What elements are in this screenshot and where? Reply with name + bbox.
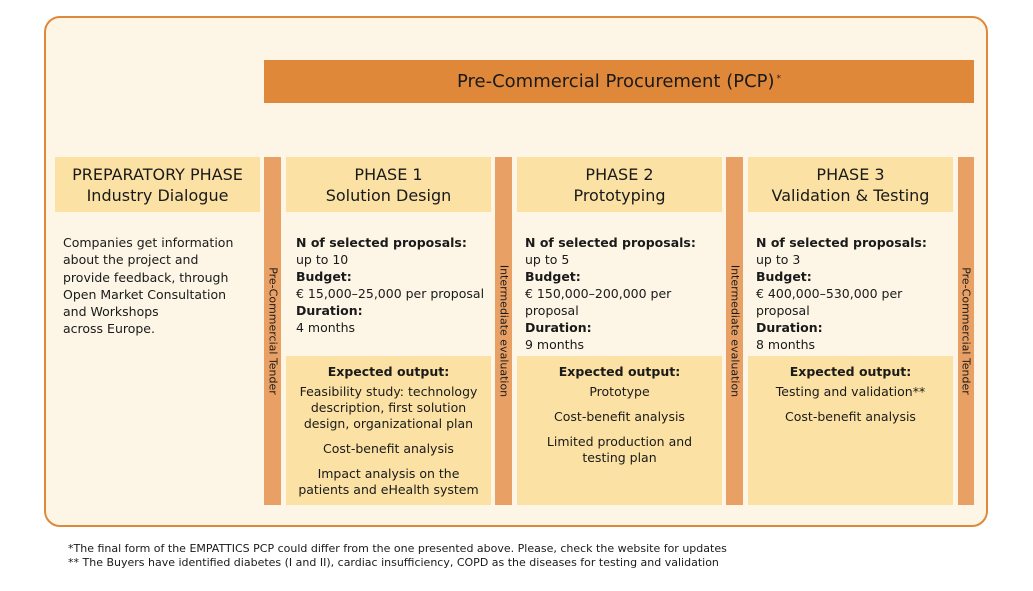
budget-value: € 15,000–25,000 per proposal bbox=[296, 286, 485, 301]
preparatory-phase-description bbox=[63, 234, 253, 338]
phase-2-expected-output bbox=[517, 356, 722, 505]
budget-value: € 150,000–200,000 per proposal bbox=[525, 286, 672, 318]
budget-label: Budget: bbox=[756, 269, 812, 284]
phase-3-header bbox=[748, 157, 953, 212]
prep-line: across Europe. bbox=[63, 321, 155, 337]
prep-line: Companies get information bbox=[63, 235, 234, 250]
proposals-value: up to 10 bbox=[296, 252, 349, 267]
proposals-value: up to 5 bbox=[525, 252, 570, 267]
preparatory-phase-subtitle: Industry Dialogue bbox=[86, 185, 229, 205]
output-item: Cost-benefit analysis bbox=[554, 409, 685, 424]
prep-line: about the project and bbox=[63, 252, 199, 268]
pre-commercial-tender-bar-right bbox=[958, 157, 974, 505]
output-item: Feasibility study: technology description, first solution design, organizational plan bbox=[299, 384, 478, 431]
phase-1-expected-output bbox=[286, 356, 491, 505]
footnote-2: ** The Buyers have identified diabetes (I and II), cardiac insufficiency, COPD as the diseases for testing and validation bbox=[68, 556, 719, 569]
proposals-label: N of selected proposals: bbox=[525, 235, 696, 250]
prep-line: provide feedback, through bbox=[63, 269, 229, 285]
evaluation-label: Intermediate evaluation bbox=[497, 264, 510, 398]
evaluation-label: Intermediate evaluation bbox=[728, 264, 741, 398]
preparatory-phase-header bbox=[55, 157, 260, 212]
duration-label: Duration: bbox=[756, 320, 823, 335]
output-item: Limited production and testing plan bbox=[546, 434, 693, 465]
duration-value: 9 months bbox=[525, 337, 585, 352]
pcp-title-bar bbox=[264, 60, 974, 103]
phase-title: PHASE 3 bbox=[816, 164, 885, 184]
output-item: Cost-benefit analysis bbox=[323, 441, 454, 456]
proposals-value: up to 3 bbox=[756, 252, 801, 267]
output-item: Cost-benefit analysis bbox=[785, 409, 916, 424]
budget-value: € 400,000–530,000 per proposal bbox=[756, 286, 903, 318]
phase-subtitle: Prototyping bbox=[573, 185, 666, 205]
phase-2-header bbox=[517, 157, 722, 212]
expected-output-label: Expected output: bbox=[789, 364, 912, 379]
phase-subtitle: Solution Design bbox=[325, 185, 452, 205]
phase-3-expected-output bbox=[748, 356, 953, 505]
proposals-label: N of selected proposals: bbox=[296, 235, 467, 250]
expected-output-label: Expected output: bbox=[558, 364, 681, 379]
duration-value: 8 months bbox=[756, 337, 816, 352]
phase-3-info bbox=[756, 234, 953, 353]
duration-label: Duration: bbox=[296, 303, 363, 318]
phase-title: PHASE 1 bbox=[354, 164, 423, 184]
duration-value: 4 months bbox=[296, 320, 356, 335]
budget-label: Budget: bbox=[296, 269, 352, 284]
output-item: Testing and validation** bbox=[775, 384, 926, 399]
expected-output-label: Expected output: bbox=[327, 364, 450, 379]
prep-line: and Workshops bbox=[63, 304, 159, 320]
phase-1-header bbox=[286, 157, 491, 212]
tender-label: Pre-Commercial Tender bbox=[959, 267, 973, 395]
proposals-label: N of selected proposals: bbox=[756, 235, 927, 250]
pcp-title: Pre-Commercial Procurement (PCP) bbox=[456, 71, 775, 92]
output-item: Prototype bbox=[589, 384, 650, 399]
pre-commercial-tender-bar-left bbox=[264, 157, 281, 505]
intermediate-evaluation-bar-2 bbox=[726, 157, 743, 505]
duration-label: Duration: bbox=[525, 320, 592, 335]
phase-2-info bbox=[525, 234, 722, 353]
output-item: Impact analysis on the patients and eHealth system bbox=[298, 466, 479, 497]
intermediate-evaluation-bar-1 bbox=[495, 157, 512, 505]
phase-1-info bbox=[296, 234, 491, 336]
footnote-1: *The final form of the EMPATTICS PCP could differ from the one presented above. Please, check the website for updates bbox=[68, 542, 727, 555]
budget-label: Budget: bbox=[525, 269, 581, 284]
phase-subtitle: Validation & Testing bbox=[771, 185, 930, 205]
preparatory-phase-title: PREPARATORY PHASE bbox=[72, 164, 243, 184]
pcp-footnote-mark: * bbox=[776, 73, 782, 84]
prep-line: Open Market Consultation bbox=[63, 286, 227, 302]
tender-label: Pre-Commercial Tender bbox=[266, 267, 279, 395]
phase-title: PHASE 2 bbox=[585, 164, 654, 184]
